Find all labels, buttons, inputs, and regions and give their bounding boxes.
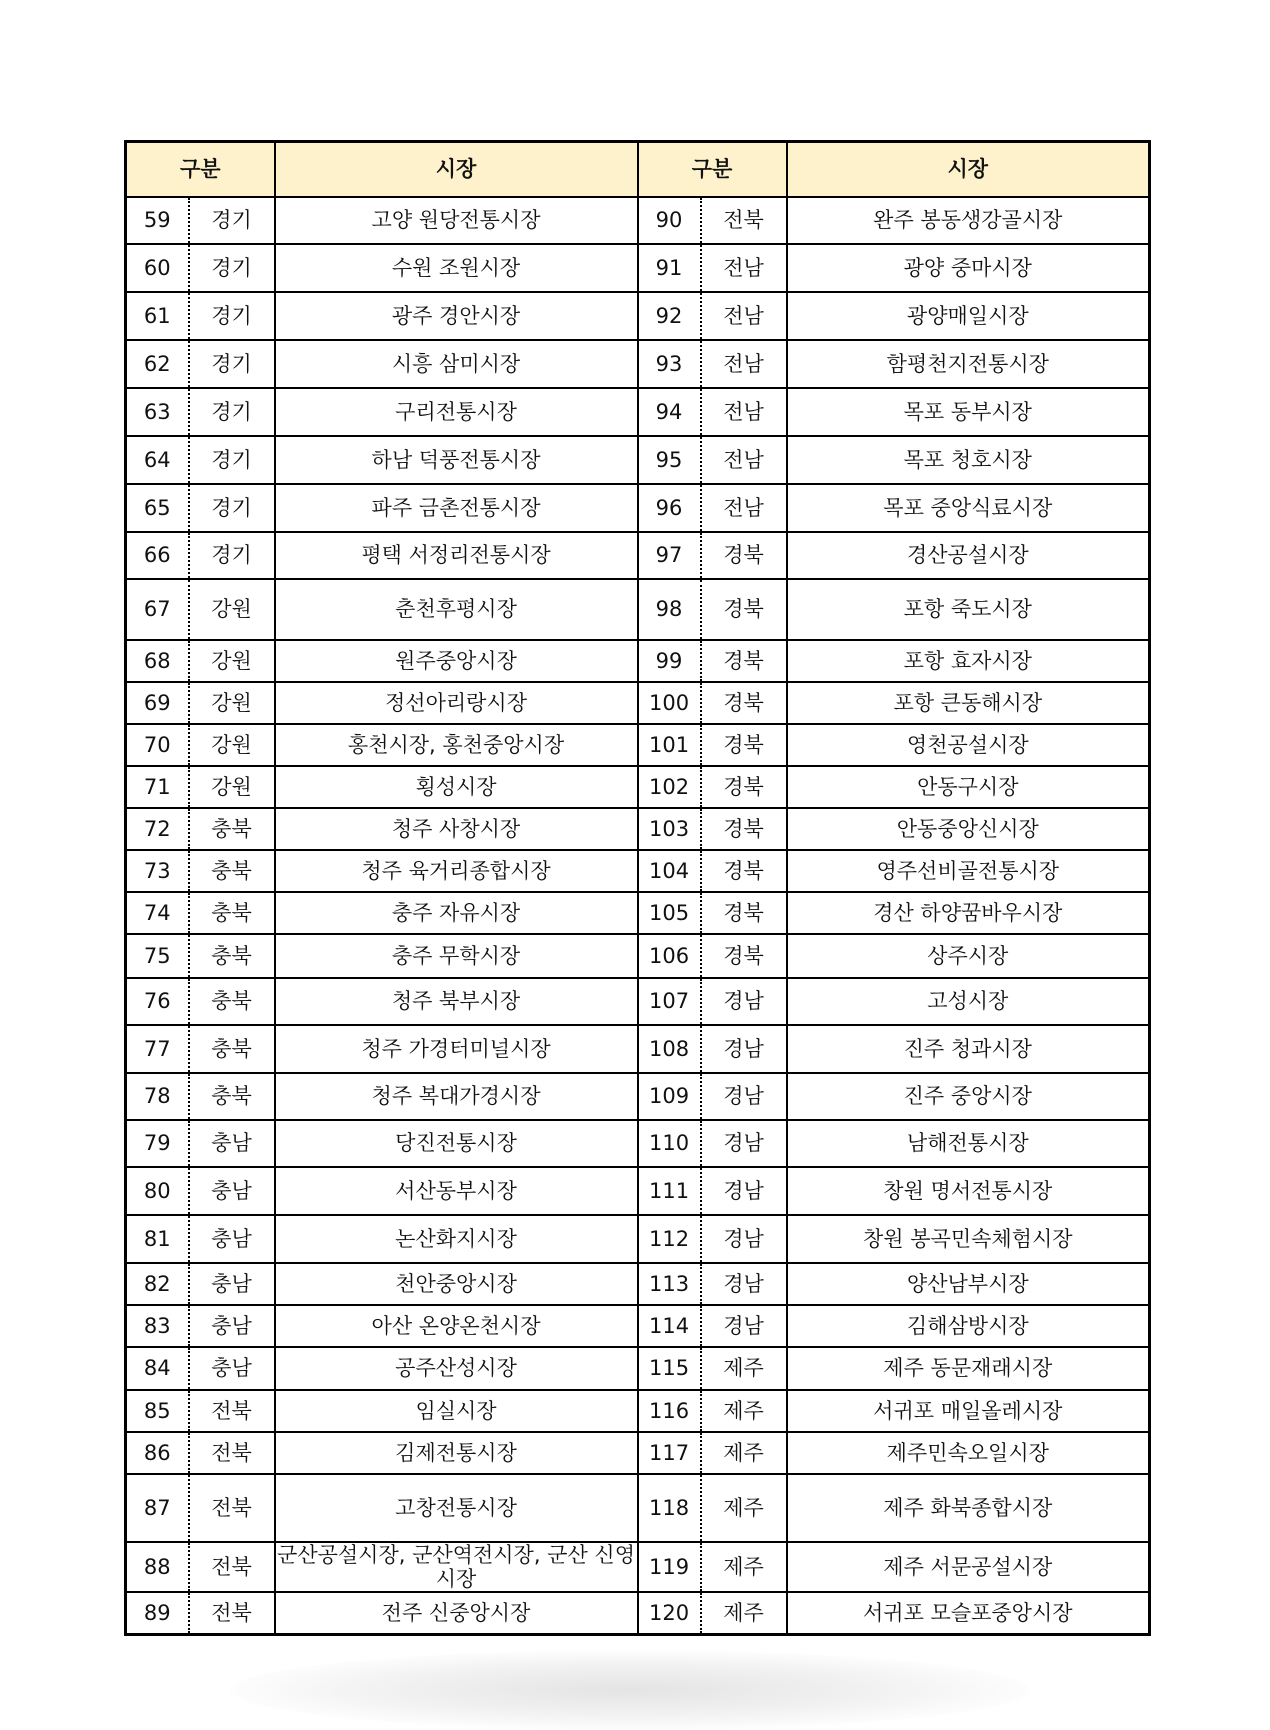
row-market: 경산공설시장	[787, 532, 1150, 579]
row-number: 95	[638, 436, 701, 484]
row-number: 88	[126, 1542, 189, 1592]
row-region: 경남	[701, 1263, 787, 1305]
row-region: 경북	[701, 934, 787, 978]
row-market: 서귀포 모슬포중앙시장	[787, 1592, 1150, 1634]
row-number: 114	[638, 1305, 701, 1347]
row-region: 경남	[701, 978, 787, 1025]
row-number: 68	[126, 640, 189, 682]
row-number: 116	[638, 1390, 701, 1432]
row-market: 진주 청과시장	[787, 1025, 1150, 1073]
table-row	[126, 244, 1150, 292]
row-number: 76	[126, 978, 189, 1025]
table-row	[126, 1432, 1150, 1474]
row-region: 경기	[189, 340, 275, 388]
table-row	[126, 808, 1150, 850]
row-region: 충남	[189, 1305, 275, 1347]
row-market: 안동구시장	[787, 766, 1150, 808]
row-number: 70	[126, 724, 189, 766]
row-number: 113	[638, 1263, 701, 1305]
row-region: 충북	[189, 934, 275, 978]
table-row	[126, 640, 1150, 682]
row-region: 전남	[701, 388, 787, 436]
row-market: 청주 사창시장	[275, 808, 638, 850]
table-row	[126, 484, 1150, 532]
row-market: 포항 큰동해시장	[787, 682, 1150, 724]
table-row	[126, 892, 1150, 934]
row-number: 69	[126, 682, 189, 724]
row-market: 목포 동부시장	[787, 388, 1150, 436]
row-market: 경산 하양꿈바우시장	[787, 892, 1150, 934]
row-region: 전남	[701, 244, 787, 292]
row-market: 천안중앙시장	[275, 1263, 638, 1305]
page-shadow	[230, 1650, 1030, 1730]
row-market: 청주 복대가경시장	[275, 1073, 638, 1120]
table-row	[126, 1542, 1150, 1592]
row-market: 안동중앙신시장	[787, 808, 1150, 850]
row-region: 경기	[189, 532, 275, 579]
row-market: 춘천후평시장	[275, 579, 638, 640]
row-market: 영주선비골전통시장	[787, 850, 1150, 892]
table-row	[126, 1215, 1150, 1263]
row-market: 포항 효자시장	[787, 640, 1150, 682]
row-region: 충남	[189, 1347, 275, 1390]
table-row	[126, 978, 1150, 1025]
row-region: 경북	[701, 579, 787, 640]
row-market: 청주 육거리종합시장	[275, 850, 638, 892]
row-market: 제주 서문공설시장	[787, 1542, 1150, 1592]
row-region: 경기	[189, 436, 275, 484]
row-market: 홍천시장, 홍천중앙시장	[275, 724, 638, 766]
row-number: 72	[126, 808, 189, 850]
row-region: 경북	[701, 724, 787, 766]
row-region: 경북	[701, 892, 787, 934]
row-number: 99	[638, 640, 701, 682]
header-market-left: 시장	[275, 142, 638, 198]
row-number: 77	[126, 1025, 189, 1073]
row-market: 정선아리랑시장	[275, 682, 638, 724]
row-number: 112	[638, 1215, 701, 1263]
row-market: 임실시장	[275, 1390, 638, 1432]
table-row	[126, 1120, 1150, 1167]
table-row	[126, 292, 1150, 340]
row-number: 61	[126, 292, 189, 340]
row-market: 구리전통시장	[275, 388, 638, 436]
row-market: 양산남부시장	[787, 1263, 1150, 1305]
row-number: 105	[638, 892, 701, 934]
row-region: 강원	[189, 640, 275, 682]
row-market: 공주산성시장	[275, 1347, 638, 1390]
row-market: 고성시장	[787, 978, 1150, 1025]
row-number: 71	[126, 766, 189, 808]
row-region: 제주	[701, 1542, 787, 1592]
table-row	[126, 579, 1150, 640]
row-number: 101	[638, 724, 701, 766]
row-region: 강원	[189, 766, 275, 808]
row-region: 전북	[189, 1432, 275, 1474]
row-region: 제주	[701, 1474, 787, 1542]
row-region: 전남	[701, 292, 787, 340]
row-market: 광주 경안시장	[275, 292, 638, 340]
row-region: 전북	[189, 1390, 275, 1432]
table-row	[126, 1305, 1150, 1347]
row-number: 109	[638, 1073, 701, 1120]
row-market: 수원 조원시장	[275, 244, 638, 292]
row-number: 91	[638, 244, 701, 292]
row-number: 110	[638, 1120, 701, 1167]
table-row	[126, 197, 1150, 244]
row-region: 경기	[189, 388, 275, 436]
row-market: 창원 봉곡민속체험시장	[787, 1215, 1150, 1263]
row-number: 97	[638, 532, 701, 579]
row-number: 66	[126, 532, 189, 579]
row-number: 103	[638, 808, 701, 850]
row-region: 경남	[701, 1073, 787, 1120]
row-number: 100	[638, 682, 701, 724]
row-region: 전북	[189, 1592, 275, 1634]
row-number: 75	[126, 934, 189, 978]
table-row	[126, 1390, 1150, 1432]
row-market: 완주 봉동생강골시장	[787, 197, 1150, 244]
row-region: 전남	[701, 436, 787, 484]
row-region: 충남	[189, 1263, 275, 1305]
row-number: 59	[126, 197, 189, 244]
row-number: 81	[126, 1215, 189, 1263]
row-region: 전북	[701, 197, 787, 244]
row-market: 군산공설시장, 군산역전시장, 군산 신영시장	[275, 1542, 638, 1592]
row-number: 63	[126, 388, 189, 436]
row-region: 강원	[189, 579, 275, 640]
row-market: 충주 무학시장	[275, 934, 638, 978]
row-region: 경북	[701, 766, 787, 808]
row-market: 진주 중앙시장	[787, 1073, 1150, 1120]
row-region: 전북	[189, 1474, 275, 1542]
table-row	[126, 1592, 1150, 1634]
row-number: 65	[126, 484, 189, 532]
row-region: 경남	[701, 1167, 787, 1215]
row-number: 80	[126, 1167, 189, 1215]
row-region: 전남	[701, 340, 787, 388]
row-number: 117	[638, 1432, 701, 1474]
row-number: 67	[126, 579, 189, 640]
row-region: 경남	[701, 1215, 787, 1263]
table-row	[126, 724, 1150, 766]
row-number: 108	[638, 1025, 701, 1073]
row-region: 제주	[701, 1390, 787, 1432]
row-market: 하남 덕풍전통시장	[275, 436, 638, 484]
table-row	[126, 934, 1150, 978]
row-region: 경북	[701, 808, 787, 850]
table-row	[126, 682, 1150, 724]
row-number: 107	[638, 978, 701, 1025]
row-region: 충남	[189, 1120, 275, 1167]
row-market: 청주 북부시장	[275, 978, 638, 1025]
row-market: 청주 가경터미널시장	[275, 1025, 638, 1073]
row-market: 광양 중마시장	[787, 244, 1150, 292]
row-number: 87	[126, 1474, 189, 1542]
row-number: 119	[638, 1542, 701, 1592]
row-region: 경남	[701, 1120, 787, 1167]
row-number: 93	[638, 340, 701, 388]
row-number: 106	[638, 934, 701, 978]
row-market: 파주 금촌전통시장	[275, 484, 638, 532]
row-region: 전남	[701, 484, 787, 532]
row-region: 경북	[701, 640, 787, 682]
row-number: 85	[126, 1390, 189, 1432]
row-market: 목포 중앙식료시장	[787, 484, 1150, 532]
row-region: 충북	[189, 850, 275, 892]
row-number: 86	[126, 1432, 189, 1474]
row-number: 73	[126, 850, 189, 892]
row-region: 경북	[701, 850, 787, 892]
row-market: 제주 화북종합시장	[787, 1474, 1150, 1542]
row-region: 경북	[701, 532, 787, 579]
table-row	[126, 388, 1150, 436]
header-category-left: 구분	[126, 142, 275, 198]
row-number: 94	[638, 388, 701, 436]
row-number: 120	[638, 1592, 701, 1634]
row-number: 79	[126, 1120, 189, 1167]
row-market: 김해삼방시장	[787, 1305, 1150, 1347]
table-row	[126, 1073, 1150, 1120]
row-number: 98	[638, 579, 701, 640]
row-number: 90	[638, 197, 701, 244]
row-market: 김제전통시장	[275, 1432, 638, 1474]
row-number: 82	[126, 1263, 189, 1305]
row-market: 평택 서정리전통시장	[275, 532, 638, 579]
table-row	[126, 340, 1150, 388]
row-region: 충북	[189, 892, 275, 934]
row-number: 78	[126, 1073, 189, 1120]
row-market: 원주중앙시장	[275, 640, 638, 682]
row-number: 92	[638, 292, 701, 340]
row-market: 창원 명서전통시장	[787, 1167, 1150, 1215]
row-region: 경기	[189, 244, 275, 292]
table-row	[126, 766, 1150, 808]
row-number: 96	[638, 484, 701, 532]
table-row	[126, 850, 1150, 892]
row-number: 111	[638, 1167, 701, 1215]
row-number: 102	[638, 766, 701, 808]
table-row	[126, 1167, 1150, 1215]
row-region: 경북	[701, 682, 787, 724]
row-region: 경기	[189, 197, 275, 244]
row-market: 충주 자유시장	[275, 892, 638, 934]
row-market: 고양 원당전통시장	[275, 197, 638, 244]
table-row	[126, 532, 1150, 579]
header-row	[126, 142, 1150, 198]
market-table	[124, 140, 1151, 1636]
table-row	[126, 1474, 1150, 1542]
row-region: 충북	[189, 1025, 275, 1073]
row-market: 서귀포 매일올레시장	[787, 1390, 1150, 1432]
row-market: 시흥 삼미시장	[275, 340, 638, 388]
header-category-right: 구분	[638, 142, 787, 198]
row-market: 상주시장	[787, 934, 1150, 978]
row-region: 충남	[189, 1167, 275, 1215]
row-number: 104	[638, 850, 701, 892]
row-market: 광양매일시장	[787, 292, 1150, 340]
row-market: 당진전통시장	[275, 1120, 638, 1167]
row-region: 경남	[701, 1025, 787, 1073]
table-row	[126, 1263, 1150, 1305]
row-region: 충북	[189, 978, 275, 1025]
row-market: 영천공설시장	[787, 724, 1150, 766]
header-market-right: 시장	[787, 142, 1150, 198]
row-region: 강원	[189, 724, 275, 766]
row-market: 제주민속오일시장	[787, 1432, 1150, 1474]
row-region: 전북	[189, 1542, 275, 1592]
row-region: 강원	[189, 682, 275, 724]
row-number: 89	[126, 1592, 189, 1634]
row-market: 목포 청호시장	[787, 436, 1150, 484]
row-market: 전주 신중앙시장	[275, 1592, 638, 1634]
row-market: 아산 온양온천시장	[275, 1305, 638, 1347]
table-row	[126, 436, 1150, 484]
row-market: 서산동부시장	[275, 1167, 638, 1215]
row-region: 충남	[189, 1215, 275, 1263]
row-number: 115	[638, 1347, 701, 1390]
row-number: 64	[126, 436, 189, 484]
row-region: 제주	[701, 1592, 787, 1634]
row-number: 118	[638, 1474, 701, 1542]
row-region: 제주	[701, 1347, 787, 1390]
row-region: 충북	[189, 1073, 275, 1120]
row-market: 함평천지전통시장	[787, 340, 1150, 388]
table-row	[126, 1347, 1150, 1390]
row-market: 남해전통시장	[787, 1120, 1150, 1167]
row-market: 제주 동문재래시장	[787, 1347, 1150, 1390]
row-market: 포항 죽도시장	[787, 579, 1150, 640]
row-region: 충북	[189, 808, 275, 850]
row-region: 제주	[701, 1432, 787, 1474]
row-region: 경기	[189, 484, 275, 532]
row-market: 논산화지시장	[275, 1215, 638, 1263]
row-market: 횡성시장	[275, 766, 638, 808]
row-number: 62	[126, 340, 189, 388]
table-row	[126, 1025, 1150, 1073]
row-number: 74	[126, 892, 189, 934]
row-number: 84	[126, 1347, 189, 1390]
row-region: 경남	[701, 1305, 787, 1347]
row-number: 60	[126, 244, 189, 292]
row-market: 고창전통시장	[275, 1474, 638, 1542]
row-number: 83	[126, 1305, 189, 1347]
row-region: 경기	[189, 292, 275, 340]
